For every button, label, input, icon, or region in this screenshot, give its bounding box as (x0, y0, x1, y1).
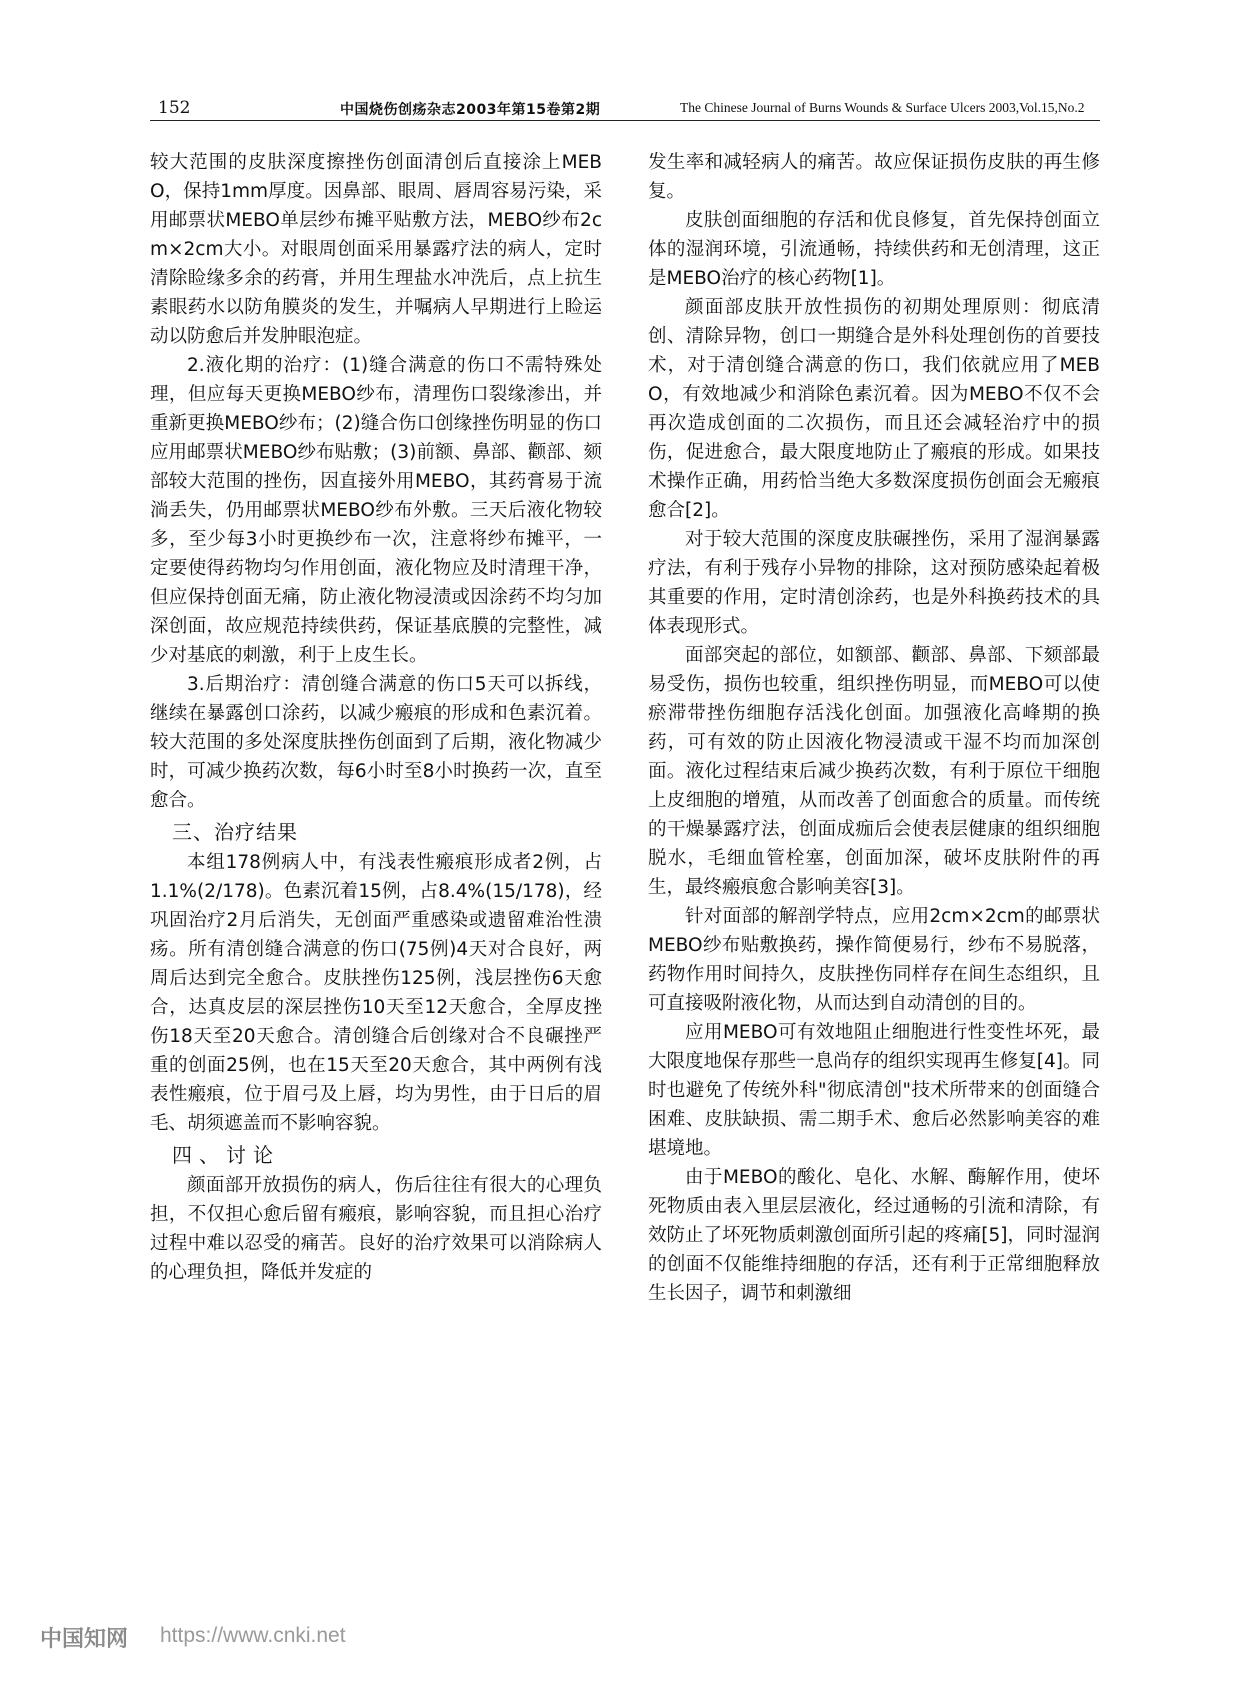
journal-title-en: The Chinese Journal of Burns Wounds & Surface Ulcers 2003,Vol.15,No.2 (680, 100, 1085, 115)
left-column (150, 148, 602, 1287)
right-paragraph-2: 皮肤创面细胞的存活和优良修复，首先保持创面立体的湿润环境，引流通畅，持续供药和无创清理，这正是MEBO治疗的核心药物[1]。 (648, 210, 1100, 289)
left-paragraph-3: 3.后期治疗：清创缝合满意的伤口5天可以拆线，继续在暴露创口涂药，以减少瘢痕的形成和色素沉着。较大范围的多处深度肤挫伤创面到了后期，液化物减少时，可减少换药次数，每6小时至8小时换药一次，直至愈合。 (150, 674, 602, 811)
right-paragraph-6: 针对面部的解剖学特点，应用2cm×2cm的邮票状MEBO纱布贴敷换药，操作简便易行，纱布不易脱落，药物作用时间持久，皮肤挫伤同样存在间生态组织，且可直接吸附液化物，从而达到自动清创的目的。 (648, 906, 1100, 1014)
right-paragraph-5: 面部突起的部位，如额部、颧部、鼻部、下颏部最易受伤，损伤也较重，组织挫伤明显，而MEBO可以使瘀滞带挫伤细胞存活浅化创面。加强液化高峰期的换药，可有效的防止因液化物浸渍或干湿不均而加深创面。液化过程结束后减少换药次数，有利于原位干细胞上皮细胞的增殖，从而改善了创面愈合的质量。而传统的干燥暴露疗法，创面成痂后会使表层健康的组织细胞脱水，毛细血管栓塞，创面加深，破坏皮肤附件的再生，最终瘢痕愈合影响美容[3]。 (648, 645, 1100, 898)
left-paragraph-5: 颜面部开放损伤的病人，伤后往往有很大的心理负担，不仅担心愈后留有瘢痕，影响容貌，而且担心治疗过程中难以忍受的痛苦。良好的治疗效果可以消除病人的心理负担，降低并发症的 (150, 1175, 602, 1283)
right-paragraph-4: 对于较大范围的深度皮肤碾挫伤，采用了湿润暴露疗法，有利于残存小异物的排除，这对预防感染起着极其重要的作用，定时清创涂药，也是外科换药技术的具体表现形式。 (648, 529, 1100, 637)
right-column (648, 148, 1100, 1308)
section-heading-results: 三、治疗结果 (172, 820, 298, 844)
right-paragraph-7: 应用MEBO可有效地阻止细胞进行性变性坏死，最大限度地保存那些一息尚存的组织实现再生修复[4]。同时也避免了传统外科"彻底清创"技术所带来的创面缝合困难、皮肤缺损、需二期手术、愈后必然影响美容的难堪境地。 (648, 1022, 1100, 1159)
right-paragraph-8: 由于MEBO的酸化、皂化、水解、酶解作用，使坏死物质由表入里层层液化，经过通畅的引流和清除，有效防止了坏死物质刺激创面所引起的疼痛[5]，同时湿润的创面不仅能维持细胞的存活，还有利于正常细胞释放生长因子，调节和刺激细 (648, 1167, 1100, 1304)
left-paragraph-1: 较大范围的皮肤深度擦挫伤创面清创后直接涂上MEBO，保持1mm厚度。因鼻部、眼周、唇周容易污染，采用邮票状MEBO单层纱布摊平贴敷方法，MEBO纱布2cm×2cm大小。对眼周创面采用暴露疗法的病人，定时清除睑缘多余的药膏，并用生理盐水冲洗后，点上抗生素眼药水以防角膜炎的发生，并嘱病人早期进行上睑运动以防愈后并发肿眼泡症。 (150, 152, 602, 347)
running-header (150, 96, 1100, 121)
section-heading-discussion: 四、讨论 (172, 1143, 280, 1167)
cnki-url[interactable]: https://www.cnki.net (160, 1624, 346, 1647)
right-paragraph-3: 颜面部皮肤开放性损伤的初期处理原则：彻底清创、清除异物，创口一期缝合是外科处理创伤的首要技术，对于清创缝合满意的伤口，我们依就应用了MEBO，有效地减少和消除色素沉着。因为MEBO不仅不会再次造成创面的二次损伤，而且还会减轻治疗中的损伤，促进愈合，最大限度地防止了瘢痕的形成。如果技术操作正确，用药恰当绝大多数深度损伤创面会无瘢痕愈合[2]。 (648, 297, 1100, 521)
cnki-logo: 中国知网 (40, 1627, 129, 1652)
right-paragraph-1: 发生率和减轻病人的痛苦。故应保证损伤皮肤的再生修复。 (648, 152, 1100, 202)
left-paragraph-4: 本组178例病人中，有浅表性瘢痕形成者2例，占1.1%(2/178)。色素沉着15例，占8.4%(15/178)，经巩固治疗2月后消失，无创面严重感染或遗留难治性溃疡。所有清创缝合满意的伤口(75例)4天对合良好，两周后达到完全愈合。皮肤挫伤125例，浅层挫伤6天愈合，达真皮层的深层挫伤10天至12天愈合，全厚皮挫伤18天至20天愈合。清创缝合后创缘对合不良碾挫严重的创面25例，也在15天至20天愈合，其中两例有浅表性瘢痕，位于眉弓及上唇，均为男性，由于日后的眉毛、胡须遮盖而不影响容貌。 (150, 852, 602, 1134)
left-paragraph-2: 2.液化期的治疗：(1)缝合满意的伤口不需特殊处理，但应每天更换MEBO纱布，清理伤口裂缘渗出，并重新更换MEBO纱布；(2)缝合伤口创缘挫伤明显的伤口应用邮票状MEBO纱布贴敷；(3)前额、鼻部、颧部、颏部较大范围的挫伤，因直接外用MEBO，其药膏易于流淌丢失，仍用邮票状MEBO纱布外敷。三天后液化物较多，至少每3小时更换纱布一次，注意将纱布摊平，一定要使得药物均匀作用创面，液化物应及时清理干净，但应保持创面无痛，防止液化物浸渍或因涂药不均匀加深创面，故应规范持续供药，保证基底膜的完整性，减少对基底的刺激，利于上皮生长。 (150, 355, 602, 666)
journal-title-cn: 中国烧伤创疡杂志2003年第15卷第2期 (340, 102, 601, 118)
page-number: 152 (158, 98, 191, 118)
